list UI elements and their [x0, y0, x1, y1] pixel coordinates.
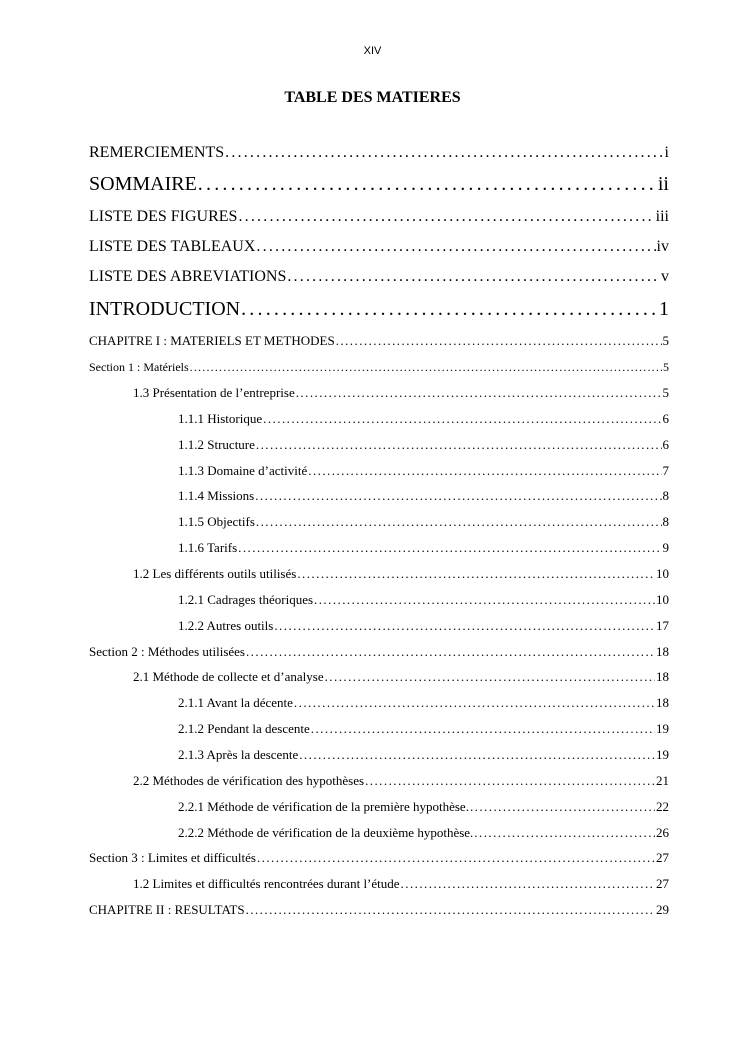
toc-entry-text: 1.1.3 Domaine d’activité	[178, 463, 308, 478]
toc-entry-text: 1.3 Présentation de l’entreprise	[133, 385, 295, 400]
toc-entry-page: 5	[662, 333, 669, 348]
leader-dots	[474, 825, 655, 841]
leader-dots	[336, 333, 662, 349]
toc-entry-text: LISTE DES ABREVIATIONS	[89, 268, 287, 285]
toc-entry-2-1-3[interactable]	[178, 747, 669, 763]
toc-entry-1-2[interactable]	[133, 566, 669, 582]
toc-entry-page: 27	[656, 876, 669, 891]
toc-entry-page: 1	[659, 298, 669, 320]
toc-entry-section-1[interactable]	[89, 360, 669, 375]
toc-entry-page: 22	[656, 799, 669, 814]
toc-entry-liste-figures[interactable]	[89, 208, 669, 226]
toc-entry-1-1-3[interactable]	[178, 463, 669, 479]
toc-entry-chapitre-1[interactable]	[89, 333, 669, 349]
toc-entry-liste-tableaux[interactable]	[89, 238, 669, 256]
toc-entry-section-3[interactable]	[89, 850, 669, 866]
toc-entry-text: 1.1.5 Objectifs	[178, 514, 255, 529]
toc-entry-chapitre-2[interactable]	[89, 902, 669, 918]
toc-entry-2-1-2[interactable]	[178, 721, 669, 737]
leader-dots	[308, 463, 661, 479]
toc-entry-remerciements[interactable]	[89, 144, 669, 162]
toc-entry-text: INTRODUCTION	[89, 298, 241, 320]
toc-entry-text: CHAPITRE I : MATERIELS ET METHODES	[89, 333, 335, 348]
toc-entry-text: 2.2.2 Méthode de vérification de la deuxième hypothèse.	[178, 825, 474, 840]
toc-entry-2-1[interactable]	[133, 669, 669, 685]
toc-entry-page: 5	[662, 385, 669, 400]
leader-dots	[256, 437, 662, 453]
toc-entry-page: 18	[656, 669, 669, 684]
toc-entry-liste-abreviations[interactable]	[89, 268, 669, 286]
leader-dots	[294, 695, 655, 711]
leader-dots	[314, 592, 655, 608]
toc-entry-text: REMERCIEMENTS	[89, 144, 225, 161]
toc-entry-page: 26	[656, 825, 669, 840]
leader-dots	[257, 850, 655, 866]
toc-entry-page: 18	[656, 644, 669, 659]
leader-dots	[256, 238, 655, 256]
page-number: XIV	[363, 45, 382, 57]
leader-dots	[263, 411, 661, 427]
toc-entry-page: 17	[656, 618, 669, 633]
toc-entry-page: 21	[656, 773, 669, 788]
toc-entry-1-1-4[interactable]	[178, 488, 669, 504]
toc-entry-text: 1.2 Limites et difficultés rencontrées durant l’étude	[133, 876, 400, 891]
toc-entry-page: iv	[656, 238, 669, 255]
toc-title: TABLE DES MATIERES	[284, 89, 461, 106]
toc-entry-page: 27	[656, 850, 669, 865]
toc-entry-page: ii	[657, 173, 669, 195]
toc-entry-sommaire[interactable]	[89, 173, 669, 196]
toc-entry-text: Section 1 : Matériels	[89, 360, 189, 374]
toc-entry-1-3[interactable]	[133, 385, 669, 401]
leader-dots	[401, 876, 655, 892]
toc-entry-text: CHAPITRE II : RESULTATS	[89, 902, 245, 917]
leader-dots	[246, 902, 655, 918]
toc-entry-introduction[interactable]	[89, 298, 669, 321]
toc-entry-text: 2.2 Méthodes de vérification des hypothèses	[133, 773, 365, 788]
leader-dots	[256, 514, 662, 530]
toc-entry-text: 2.2.1 Méthode de vérification de la première hypothèse.	[178, 799, 469, 814]
toc-entry-page: i	[664, 144, 669, 161]
leader-dots	[198, 173, 657, 196]
leader-dots	[325, 669, 655, 685]
toc-entry-section-2[interactable]	[89, 644, 669, 660]
toc-entry-text: 2.1.3 Après la descente	[178, 747, 299, 762]
leader-dots	[287, 268, 660, 286]
toc-entry-page: 8	[662, 514, 669, 529]
toc-entry-1-1-1[interactable]	[178, 411, 669, 427]
toc-entry-page: 19	[656, 721, 669, 736]
toc-entry-text: Section 2 : Méthodes utilisées	[89, 644, 245, 659]
leader-dots	[470, 799, 655, 815]
toc-entry-1-1-2[interactable]	[178, 437, 669, 453]
leader-dots	[190, 360, 662, 375]
toc-entry-text: 1.2 Les différents outils utilisés	[133, 566, 297, 581]
leader-dots	[238, 540, 661, 556]
toc-entry-page: 10	[656, 592, 669, 607]
leader-dots	[225, 144, 663, 162]
toc-entry-1-1-5[interactable]	[178, 514, 669, 530]
leader-dots	[297, 566, 655, 582]
toc-entry-page: 29	[656, 902, 669, 917]
toc-entry-2-2-2[interactable]	[178, 825, 669, 841]
toc-entry-page: v	[661, 268, 669, 285]
leader-dots	[241, 298, 658, 321]
toc-entry-page: 19	[656, 747, 669, 762]
toc-entry-text: 1.1.4 Missions	[178, 488, 255, 503]
leader-dots	[299, 747, 655, 763]
leader-dots	[274, 618, 655, 634]
toc-entry-text: 2.1.1 Avant la décente	[178, 695, 293, 710]
toc-entry-page: 9	[662, 540, 669, 555]
toc-entry-text: 1.1.1 Historique	[178, 411, 263, 426]
toc-entry-1-2-1[interactable]	[178, 592, 669, 608]
leader-dots	[296, 385, 662, 401]
toc-entry-text: LISTE DES TABLEAUX	[89, 238, 256, 255]
toc-entry-page: 8	[662, 488, 669, 503]
toc-entry-text: 1.2.2 Autres outils	[178, 618, 274, 633]
toc-entry-text: SOMMAIRE	[89, 173, 197, 195]
toc-entry-2-1-1[interactable]	[178, 695, 669, 711]
toc-entry-page: 6	[662, 411, 669, 426]
toc-entry-text: 2.1.2 Pendant la descente	[178, 721, 310, 736]
toc-entry-page: 7	[662, 463, 669, 478]
toc-entry-2-2-1[interactable]	[178, 799, 669, 815]
toc-entry-1-2-2[interactable]	[178, 618, 669, 634]
leader-dots	[246, 644, 655, 660]
leader-dots	[311, 721, 655, 737]
toc-entry-text: 1.1.2 Structure	[178, 437, 255, 452]
toc-entry-text: 1.1.6 Tarifs	[178, 540, 238, 555]
toc-entry-2-2[interactable]	[133, 773, 669, 789]
leader-dots	[238, 208, 654, 226]
toc-entry-page: 18	[656, 695, 669, 710]
toc-entry-page: 6	[662, 437, 669, 452]
toc-entry-1-1-6[interactable]	[178, 540, 669, 556]
toc-entry-text: 1.2.1 Cadrages théoriques	[178, 592, 314, 607]
toc-entry-page: 5	[663, 360, 669, 374]
toc-entry-page: 10	[656, 566, 669, 581]
toc-entry-text: LISTE DES FIGURES	[89, 208, 238, 225]
toc-entry-1-2-limites[interactable]	[133, 876, 669, 892]
toc-entry-text: 2.1 Méthode de collecte et d’analyse	[133, 669, 324, 684]
leader-dots	[255, 488, 661, 504]
toc-entry-page: iii	[655, 208, 669, 225]
leader-dots	[365, 773, 655, 789]
toc-entry-text: Section 3 : Limites et difficultés	[89, 850, 256, 865]
